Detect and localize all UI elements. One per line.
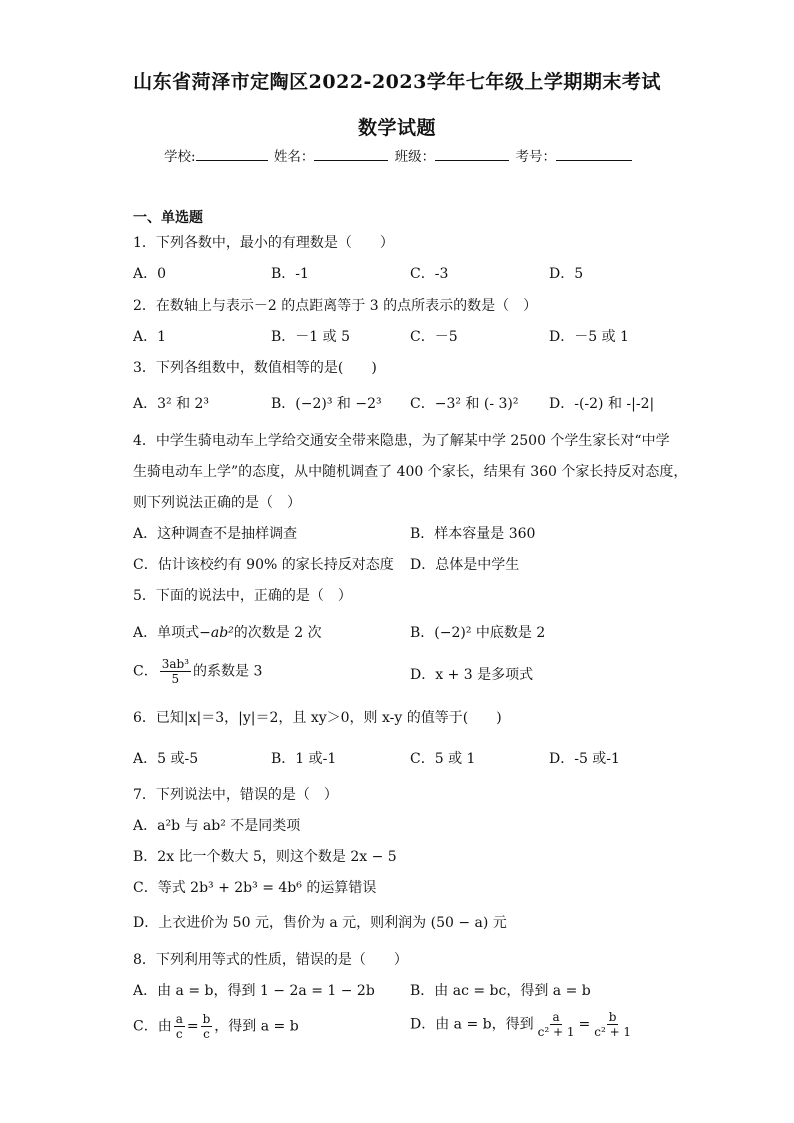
question-2-option-a[interactable]: A．1 — [133, 329, 167, 345]
question-7-stem: 7．下列说法中，错误的是（ ） — [133, 787, 338, 803]
question-8-option-c[interactable] — [133, 1012, 299, 1041]
q8-d-equals: = — [578, 1016, 591, 1033]
q8-d-f1-denominator: c² + 1 — [537, 1025, 575, 1039]
question-4-option-c[interactable]: C．估计该校约有 90% 的家长持反对态度 — [133, 557, 394, 573]
question-4-option-d[interactable]: D．总体是中学生 — [410, 557, 520, 573]
question-3-option-a[interactable]: A．3² 和 2³ — [133, 396, 210, 412]
student-info-line — [164, 145, 634, 165]
question-8-stem: 8．下列利用等式的性质，错误的是（ ） — [133, 952, 408, 968]
q8-c-f2-denominator: c — [203, 1027, 210, 1041]
school-label: 学校: — [164, 149, 196, 165]
question-2-option-b[interactable]: B．－1 或 5 — [271, 329, 351, 345]
question-7-option-c[interactable]: C．等式 2b³ + 2b³ = 4b⁶ 的运算错误 — [133, 880, 377, 896]
question-6-option-b[interactable]: B．1 或-1 — [271, 751, 337, 767]
question-2-stem: 2．在数轴上与表示－2 的点距离等于 3 的点所表示的数是（ ） — [133, 298, 538, 314]
question-5-option-a[interactable] — [133, 624, 322, 642]
q5-c-suffix: 的系数是 3 — [193, 663, 263, 680]
question-7-option-a[interactable]: A．a²b 与 ab² 不是同类项 — [133, 818, 301, 834]
question-3-option-c[interactable]: C．−3² 和 (- 3)² — [410, 396, 519, 412]
question-8-option-a[interactable]: A．由 a = b，得到 1 − 2a = 1 − 2b — [133, 983, 375, 999]
question-7-option-d[interactable]: D．上衣进价为 50 元，售价为 a 元，则利润为 (50 − a) 元 — [133, 915, 507, 931]
exam-subtitle: 数学试题 — [357, 117, 436, 139]
question-4-line-1: 4．中学生骑电动车上学给交通安全带来隐患，为了解某中学 2500 个学生家长对“中学 — [133, 433, 670, 449]
q8-c-f1-numerator: a — [175, 1012, 183, 1026]
q8-c-equals: = — [186, 1018, 199, 1035]
question-1-option-d[interactable]: D．5 — [549, 266, 584, 282]
q8-d-fraction-1 — [536, 1010, 577, 1039]
question-3-stem: 3．下列各组数中，数值相等的是( ) — [133, 360, 377, 376]
question-1-option-a[interactable]: A．0 — [133, 266, 167, 282]
q8-d-f2-numerator: b — [608, 1010, 617, 1024]
q8-c-f1-denominator: c — [175, 1027, 183, 1041]
exam-number-blank[interactable] — [556, 147, 632, 161]
q5-c-denominator: 5 — [171, 672, 180, 686]
question-5-option-c[interactable] — [133, 657, 262, 686]
q8-c-fraction-1 — [174, 1012, 185, 1041]
question-1-option-b[interactable]: B．-1 — [271, 266, 309, 282]
question-6-option-a[interactable]: A．5 或-5 — [133, 751, 199, 767]
question-3-option-d[interactable]: D．-(-2) 和 -|-2| — [549, 396, 655, 412]
q5-c-numerator: 3ab³ — [161, 657, 189, 671]
question-2-option-d[interactable]: D．－5 或 1 — [549, 329, 629, 345]
name-blank[interactable] — [314, 147, 388, 161]
exam-number-label: 考号： — [515, 149, 556, 165]
q8-c-fraction-2 — [201, 1012, 213, 1041]
q5-a-expression: −ab² — [199, 625, 234, 641]
question-4-line-2: 生骑电动车上学”的态度，从中随机调查了 400 个家长，结果有 360 个家长持反对态度， — [133, 464, 688, 480]
question-6-option-c[interactable]: C．5 或 1 — [410, 751, 476, 767]
q8-c-suffix: ，得到 a = b — [214, 1018, 299, 1035]
question-6-option-d[interactable]: D．-5 或-1 — [549, 751, 620, 767]
question-5-option-d[interactable]: D．x + 3 是多项式 — [410, 667, 534, 683]
school-blank[interactable] — [196, 147, 268, 161]
section-title: 一、单选题 — [133, 210, 203, 226]
question-5-stem: 5．下面的说法中，正确的是（ ） — [133, 588, 352, 604]
question-3-option-b[interactable]: B．(−2)³ 和 −2³ — [271, 396, 382, 412]
question-1-option-c[interactable]: C．-3 — [410, 266, 449, 282]
q8-d-f1-numerator: a — [552, 1010, 560, 1024]
question-6-stem: 6．已知|x|＝3，|y|＝2，且 xy＞0，则 x-y 的值等于( ) — [133, 710, 502, 726]
question-5-option-b[interactable]: B．(−2)² 中底数是 2 — [410, 625, 546, 641]
q8-c-f2-numerator: b — [202, 1012, 211, 1026]
question-7-option-b[interactable]: B．2x 比一个数大 5，则这个数是 2x − 5 — [133, 849, 397, 865]
class-label: 班级： — [394, 149, 436, 165]
exam-title: 山东省菏泽市定陶区2022-2023学年七年级上学期期末考试 — [133, 71, 661, 93]
class-blank[interactable] — [435, 147, 509, 161]
q5-a-suffix: 的次数是 2 次 — [233, 625, 322, 641]
question-4-option-b[interactable]: B．样本容量是 360 — [410, 526, 536, 542]
question-4-option-a[interactable]: A．这种调查不是抽样调查 — [133, 526, 298, 542]
question-4-line-3: 则下列说法正确的是（ ） — [133, 495, 301, 511]
name-label: 姓名： — [273, 149, 315, 165]
q5-c-prefix: C． — [133, 663, 158, 680]
q5-c-fraction — [160, 657, 191, 686]
q8-d-prefix: D．由 a = b，得到 — [410, 1016, 534, 1033]
q5-a-prefix: A．单项式 — [133, 625, 200, 641]
q8-d-f2-denominator: c² + 1 — [594, 1025, 632, 1039]
question-2-option-c[interactable]: C．－5 — [410, 329, 458, 345]
q8-d-fraction-2 — [592, 1010, 633, 1039]
q8-c-prefix: C．由 — [133, 1018, 172, 1035]
question-8-option-b[interactable]: B．由 ac = bc，得到 a = b — [410, 983, 591, 999]
question-8-option-d[interactable] — [410, 1010, 635, 1039]
question-1-stem: 1．下列各数中，最小的有理数是（ ） — [133, 235, 394, 251]
